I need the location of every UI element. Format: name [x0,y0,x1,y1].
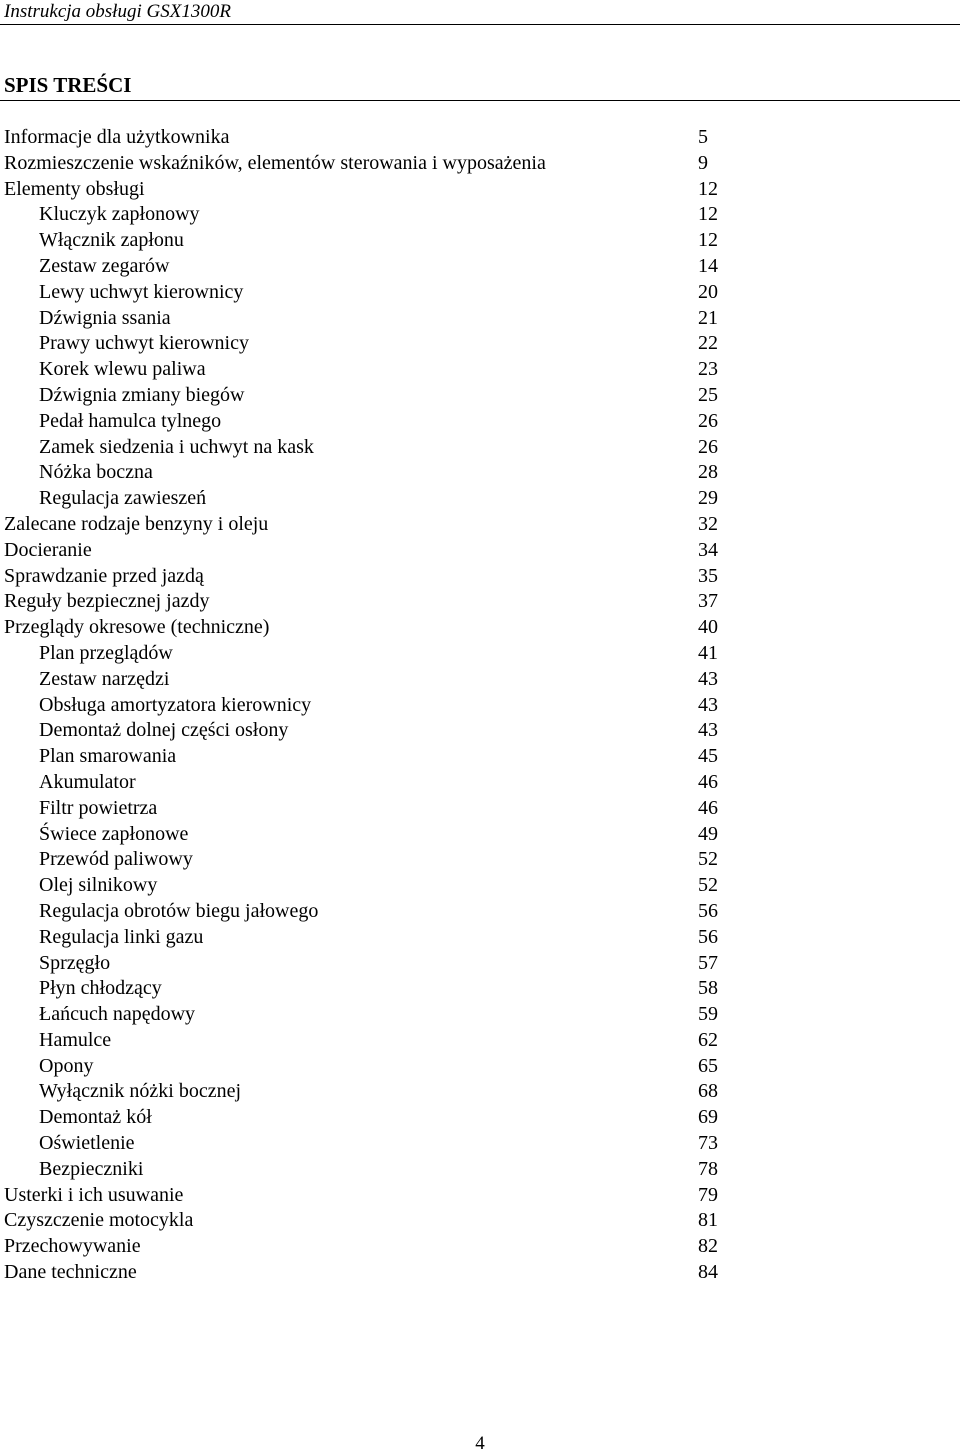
toc-entry[interactable] [0,486,960,512]
toc-entry-page: 29 [698,487,718,510]
toc-title: SPIS TREŚCI [4,73,132,97]
toc-entry-page: 26 [698,435,718,458]
toc-entry-label: Łańcuch napędowy [39,1003,196,1026]
toc-entry-page: 32 [698,512,718,535]
toc-entry-label: Sprzęgło [39,951,111,974]
toc-entry-label: Zamek siedzenia i uchwyt na kask [39,435,314,458]
toc-entry[interactable] [0,615,960,641]
toc-entry-page: 69 [698,1106,718,1129]
toc-entry-label: Filtr powietrza [39,796,158,819]
toc-entry-label: Wyłącznik nóżki bocznej [39,1080,242,1103]
toc-entry-label: Dźwignia ssania [39,306,171,329]
toc-entry-label: Reguły bezpiecznej jazdy [4,590,210,613]
toc-entry-page: 12 [698,203,718,226]
toc-entry-page: 46 [698,770,718,793]
toc-entry[interactable] [0,306,960,332]
toc-entry-label: Usterki i ich usuwanie [4,1183,184,1206]
toc-entry[interactable] [0,1260,960,1286]
toc-entry-label: Informacje dla użytkownika [4,126,230,148]
toc-entry-label: Dźwignia zmiany biegów [39,383,245,406]
toc-entry-page: 14 [698,254,718,277]
toc-entry-label: Opony [39,1054,94,1077]
toc-entry[interactable] [0,1234,960,1260]
toc-entry[interactable] [0,1183,960,1209]
toc-entry-page: 41 [698,641,718,664]
toc-entry-page: 12 [698,229,718,252]
toc-entry-page: 45 [698,745,718,768]
toc-entry[interactable] [0,951,960,977]
toc-entry[interactable] [0,873,960,899]
toc-entry-page: 40 [698,616,718,639]
toc-entry[interactable] [0,409,960,435]
toc-entry-label: Nóżka boczna [39,461,153,484]
toc-entry[interactable] [0,1002,960,1028]
toc-entry-label: Zestaw zegarów [39,254,170,277]
toc-entry-label: Zestaw narzędzi [39,667,170,690]
toc-entry-page: 21 [698,306,718,329]
toc-entry[interactable] [0,770,960,796]
toc-entry-page: 78 [698,1157,718,1180]
toc-entry-page: 26 [698,409,718,432]
toc-entry-label: Sprawdzanie przed jazdą [4,564,204,587]
toc-entry[interactable] [0,1157,960,1183]
toc-entry[interactable] [0,899,960,925]
toc-entry[interactable] [0,796,960,822]
toc-entry-label: Plan smarowania [39,745,177,768]
page-number: 4 [475,1433,485,1454]
toc-entry-page: 46 [698,796,718,819]
toc-entry[interactable] [0,667,960,693]
toc-entry-page: 79 [698,1183,718,1206]
toc-entry[interactable] [0,202,960,228]
toc-entry[interactable] [0,512,960,538]
toc-entry[interactable] [0,383,960,409]
toc-list [0,125,960,1286]
toc-entry-label: Przechowywanie [4,1235,141,1258]
toc-entry-label: Kluczyk zapłonowy [39,203,200,226]
toc-entry[interactable] [0,228,960,254]
toc-entry[interactable] [0,976,960,1002]
toc-entry-label: Regulacja linki gazu [39,925,204,948]
title-divider [0,100,960,101]
toc-entry-page: 43 [698,693,718,716]
toc-entry-label: Zalecane rodzaje benzyny i oleju [4,512,269,535]
toc-entry-label: Hamulce [39,1028,112,1051]
toc-entry-page: 5 [698,126,708,148]
toc-entry-page: 56 [698,899,718,922]
toc-entry-page: 81 [698,1209,718,1232]
toc-entry-page: 25 [698,383,718,406]
toc-entry-label: Dane techniczne [4,1261,137,1284]
toc-entry-page: 34 [698,538,718,561]
toc-entry[interactable] [0,641,960,667]
toc-entry-page: 49 [698,822,718,845]
toc-entry-label: Demontaż kół [39,1106,152,1129]
toc-entry-page: 57 [698,951,718,974]
toc-entry-label: Oświetlenie [39,1132,135,1155]
toc-entry-label: Włącznik zapłonu [39,229,184,252]
toc-entry-label: Świece zapłonowe [39,822,189,845]
toc-entry-label: Obsługa amortyzatora kierownicy [39,693,312,716]
toc-entry-label: Korek wlewu paliwa [39,358,206,381]
toc-entry-label: Rozmieszczenie wskaźników, elementów sterowania i wyposażenia [4,151,546,174]
toc-entry[interactable] [0,177,960,203]
toc-entry-page: 9 [698,151,708,174]
toc-entry-label: Płyn chłodzący [39,977,162,1000]
toc-entry[interactable] [0,331,960,357]
toc-entry-page: 37 [698,590,718,613]
toc-entry-page: 59 [698,1003,718,1026]
toc-entry-label: Przeglądy okresowe (techniczne) [4,616,270,639]
toc-entry[interactable] [0,1105,960,1131]
toc-entry-page: 12 [698,177,718,200]
toc-entry[interactable] [0,564,960,590]
toc-entry[interactable] [0,538,960,564]
toc-entry[interactable] [0,125,960,151]
toc-entry-page: 20 [698,280,718,303]
toc-entry-label: Plan przeglądów [39,641,173,664]
toc-entry[interactable] [0,589,960,615]
toc-entry-page: 65 [698,1054,718,1077]
toc-entry-page: 43 [698,667,718,690]
running-header: Instrukcja obsługi GSX1300R [4,1,231,22]
toc-entry-label: Docieranie [4,538,92,561]
toc-entry[interactable] [0,435,960,461]
toc-entry[interactable] [0,718,960,744]
toc-entry[interactable] [0,280,960,306]
toc-entry-label: Prawy uchwyt kierownicy [39,332,249,355]
toc-entry-label: Elementy obsługi [4,177,145,200]
toc-entry[interactable] [0,925,960,951]
toc-entry[interactable] [0,822,960,848]
toc-entry-label: Regulacja zawieszeń [39,487,207,510]
toc-entry[interactable] [0,1208,960,1234]
toc-entry[interactable] [0,1079,960,1105]
toc-entry-page: 62 [698,1028,718,1051]
toc-entry-label: Czyszczenie motocykla [4,1209,194,1232]
toc-entry-label: Bezpieczniki [39,1157,144,1180]
toc-entry[interactable] [0,1131,960,1157]
toc-entry-page: 56 [698,925,718,948]
toc-entry-label: Regulacja obrotów biegu jałowego [39,899,319,922]
toc-entry-page: 23 [698,358,718,381]
toc-entry[interactable] [0,460,960,486]
toc-entry[interactable] [0,357,960,383]
toc-entry-page: 58 [698,977,718,1000]
toc-entry[interactable] [0,151,960,177]
toc-entry-page: 43 [698,719,718,742]
toc-entry-label: Pedał hamulca tylnego [39,409,222,432]
toc-entry[interactable] [0,1054,960,1080]
toc-entry-page: 52 [698,874,718,897]
toc-entry-label: Demontaż dolnej części osłony [39,719,289,742]
toc-entry-page: 68 [698,1080,718,1103]
toc-entry-label: Olej silnikowy [39,874,158,897]
toc-entry-page: 73 [698,1132,718,1155]
toc-entry-page: 82 [698,1235,718,1258]
toc-entry[interactable] [0,847,960,873]
toc-entry-label: Lewy uchwyt kierownicy [39,280,244,303]
toc-entry[interactable] [0,744,960,770]
toc-entry-label: Akumulator [39,770,136,793]
toc-entry-label: Przewód paliwowy [39,848,193,871]
toc-entry[interactable] [0,1028,960,1054]
header-divider [0,24,960,25]
toc-entry-page: 28 [698,461,718,484]
toc-entry-page: 52 [698,848,718,871]
toc-entry-page: 22 [698,332,718,355]
toc-entry[interactable] [0,693,960,719]
toc-entry-page: 35 [698,564,718,587]
toc-entry-page: 84 [698,1261,718,1284]
toc-entry[interactable] [0,254,960,280]
